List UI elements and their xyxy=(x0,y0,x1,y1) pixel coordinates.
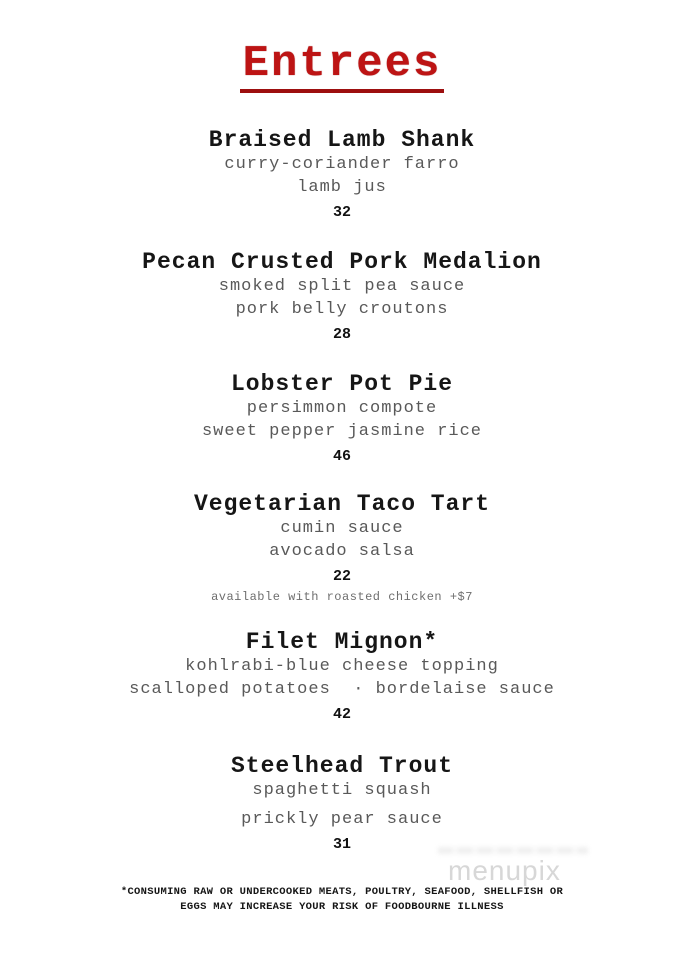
item-price: 32 xyxy=(332,204,351,221)
menu-item-steelhead-trout xyxy=(0,753,684,855)
item-description: sweet pepper jasmine rice xyxy=(201,422,483,441)
item-description: kohlrabi-blue cheese topping xyxy=(185,657,499,676)
item-description: cumin sauce xyxy=(280,519,404,538)
item-price: 31 xyxy=(332,836,351,853)
menu-item-lobster-pot-pie xyxy=(0,371,684,467)
item-price: 22 xyxy=(332,568,351,585)
menu-header xyxy=(0,0,684,93)
item-name: Filet Mignon* xyxy=(245,629,439,655)
item-description: smoked split pea sauce xyxy=(218,277,466,296)
item-description: avocado salsa xyxy=(269,542,415,561)
item-price: 46 xyxy=(332,448,351,465)
watermark-smudge xyxy=(438,847,588,854)
item-description: spaghetti squash xyxy=(252,781,432,800)
item-note: available with roasted chicken +$7 xyxy=(211,590,473,604)
item-description: persimmon compote xyxy=(246,399,438,418)
item-name: Braised Lamb Shank xyxy=(208,127,476,153)
item-name: Vegetarian Taco Tart xyxy=(193,491,491,517)
menu-item-pecan-pork-medalion xyxy=(0,249,684,345)
item-description: scalloped potatoes · bordelaise sauce xyxy=(129,680,555,699)
allergy-disclaimer xyxy=(0,885,684,915)
menupix-watermark: menupix xyxy=(448,855,561,886)
disclaimer-line-1: *CONSUMING RAW OR UNDERCOOKED MEATS, POULTRY, SEAFOOD, SHELLFISH OR xyxy=(120,886,564,898)
menu-item-filet-mignon xyxy=(0,629,684,725)
menu-item-braised-lamb-shank xyxy=(0,127,684,223)
item-description: prickly pear sauce xyxy=(241,810,443,829)
item-name: Lobster Pot Pie xyxy=(230,371,454,397)
item-name: Steelhead Trout xyxy=(230,753,454,779)
item-price: 42 xyxy=(332,706,351,723)
item-price: 28 xyxy=(332,326,351,343)
item-name: Pecan Crusted Pork Medalion xyxy=(142,249,542,275)
menu-title: Entrees xyxy=(240,40,445,93)
disclaimer-line-2: EGGS MAY INCREASE YOUR RISK OF FOODBOURNE ILLNESS xyxy=(180,901,504,913)
item-description: lamb jus xyxy=(297,178,387,197)
item-description: curry-coriander farro xyxy=(224,155,460,174)
menu-item-vegetarian-taco-tart xyxy=(0,491,684,605)
item-description: pork belly croutons xyxy=(235,300,449,319)
